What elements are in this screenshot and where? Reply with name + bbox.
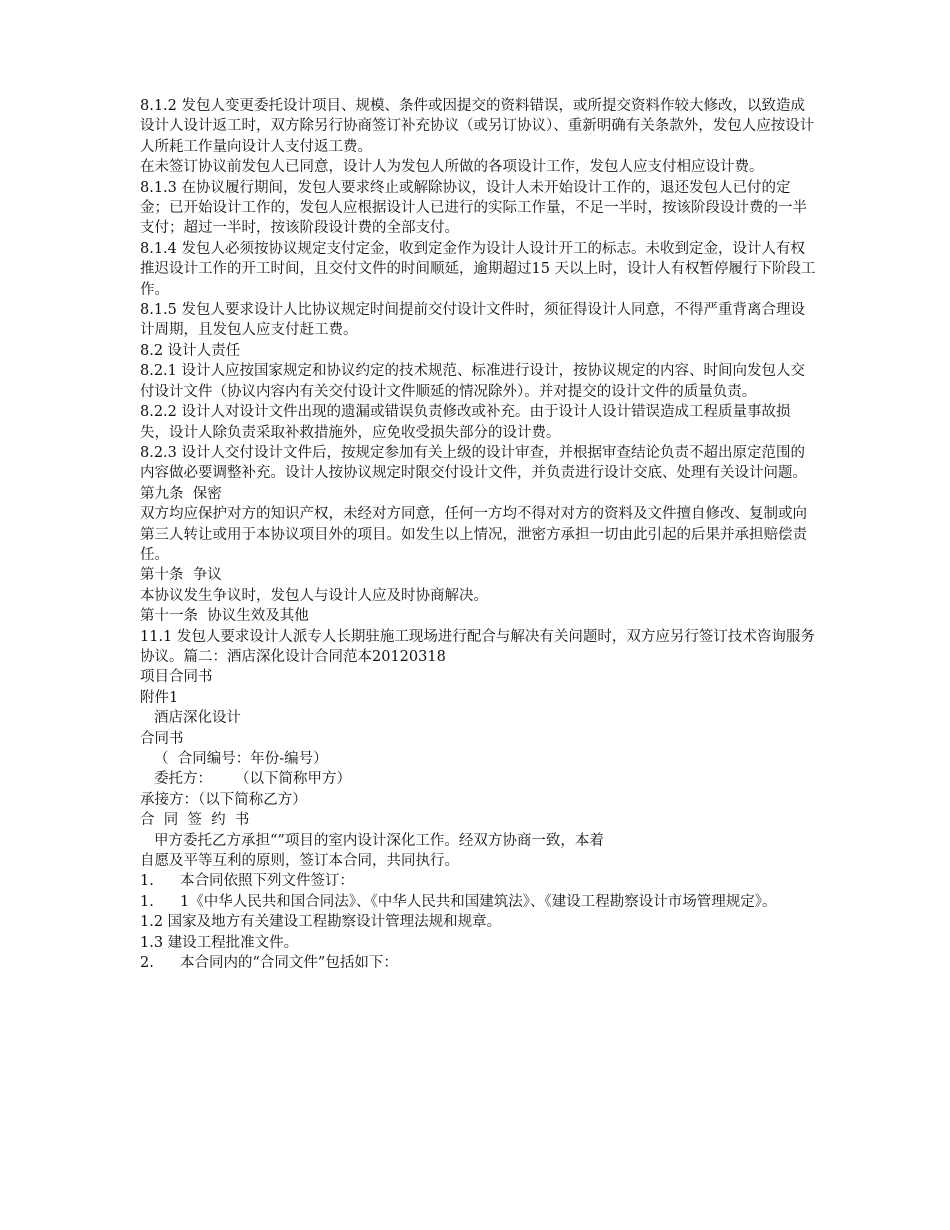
list-item-number: 1.: [140, 893, 154, 910]
contract-number: （ 合同编号：年份-编号）: [154, 751, 328, 767]
article-11-heading: 第十一条 协议生效及其他: [140, 608, 309, 625]
list-item-text: 本合同依照下列文件签订：: [180, 873, 354, 890]
list-item-text: 本合同内的“合同文件”包括如下：: [180, 955, 398, 972]
clause-11-1: 11.1 发包人要求设计人派专人长期驻施工现场进行配合与解决有关问题时，双方应另行签订技术咨询服务协议。篇二：酒店深化设计合同范本20120318: [140, 628, 815, 665]
project-contract-title: 项目合同书: [140, 669, 213, 686]
clause-8-2-1: 8.2.1 设计人应按国家规定和协议约定的技术规范、标准进行设计，按协议规定的内容、时间向发包人交付设计文件（协议内容内有关交付设计文件顺延的情况除外）。并对提交的设计文件的质量负责。: [140, 363, 805, 400]
clause-8-1-3: 8.1.3 在协议履行期间，发包人要求终止或解除协议，设计人未开始设计工作的，退还发包人已付的定金；已开始设计工作的，发包人应根据设计人已进行的实际工作量，不足一半时，按该阶段设计费的一半支付；超过一半时，按该阶段设计费的全部支付。: [140, 179, 807, 237]
article-9-text: 双方均应保护对方的知识产权，未经对方同意，任何一方均不得对对方的资料及文件擅自修改、复制或向第三人转让或用于本协议项目外的项目。如发生以上情况，泄密方承担一切由此引起的后果并承担赔偿责任。: [140, 506, 807, 563]
clause-8-1-4: 8.1.4 发包人必须按协议规定支付定金，收到定金作为设计人设计开工的标志。未收到定金，设计人有权推迟设计工作的开工时间，且交付文件的时间顺延，逾期超过15 天以上时，设计人有权暂停履行下阶段工作。: [140, 240, 816, 298]
clause-8-1-2: 8.1.2 发包人变更委托设计项目、规模、条件或因提交的资料错误，或所提交资料作较大修改，以致造成设计人设计返工时，双方除另行协商签订补充协议（或另订协议）、重新明确有关条款外，发包人应按设计人所耗工作量向设计人支付返工费。: [140, 98, 815, 155]
signing-title: 合 同 签 约 书: [140, 812, 250, 829]
list-item: [140, 892, 818, 912]
preamble-line-1: 甲方委托乙方承担“”项目的室内设计深化工作。经双方协商一致，本着: [154, 832, 604, 849]
contract-book-title: 合同书: [140, 730, 184, 747]
document-body: [140, 96, 818, 973]
contractor-party: 承接方：（以下简称乙方）: [140, 791, 307, 808]
list-item: [140, 871, 818, 891]
clause-8-1-2-note: 在未签订协议前发包人已同意，设计人为发包人所做的各项设计工作，发包人应支付相应设计费。: [140, 159, 764, 176]
list-item-1-2: 1.2 国家及地方有关建设工程勘察设计管理法规和规章。: [140, 914, 502, 931]
list-item: [140, 953, 818, 973]
article-10-heading: 第十条 争议: [140, 567, 222, 584]
appendix-label: 附件1: [140, 689, 179, 706]
list-item-number: 2.: [140, 955, 154, 972]
article-9-heading: 第九条 保密: [140, 485, 222, 502]
clause-8-2-2: 8.2.2 设计人对设计文件出现的遗漏或错误负责修改或补充。由于设计人设计错误造成工程质量事故损失，设计人除负责采取补救措施外，应免收受损失部分的设计费。: [140, 404, 791, 441]
client-party: 委托方： （以下简称甲方）: [154, 771, 352, 788]
clause-8-2-3: 8.2.3 设计人交付设计文件后，按规定参加有关上级的设计审查，并根据审查结论负责不超出原定范围的内容做必要调整补充。设计人按协议规定时限交付设计文件，并负责进行设计交底、处理有关设计问题。: [140, 444, 807, 482]
list-item-1-3: 1.3 建设工程批准文件。: [140, 934, 299, 951]
article-10-text: 本协议发生争议时，发包人与设计人应及时协商解决。: [140, 587, 488, 604]
list-item-number: 1.: [140, 873, 154, 890]
preamble-line-2: 自愿及平等互利的原则，签订本合同，共同执行。: [140, 853, 459, 870]
section-8-2-heading: 8.2 设计人责任: [140, 342, 241, 359]
list-item-text: 1《中华人民共和国合同法》、《中华人民共和国建筑法》、《建设工程勘察设计市场管理规定》。: [180, 893, 777, 910]
clause-8-1-5: 8.1.5 发包人要求设计人比协议规定时间提前交付设计文件时，须征得设计人同意，不得严重背离合理设计周期，且发包人应支付赶工费。: [140, 302, 805, 339]
hotel-design-title: 酒店深化设计: [154, 710, 241, 727]
